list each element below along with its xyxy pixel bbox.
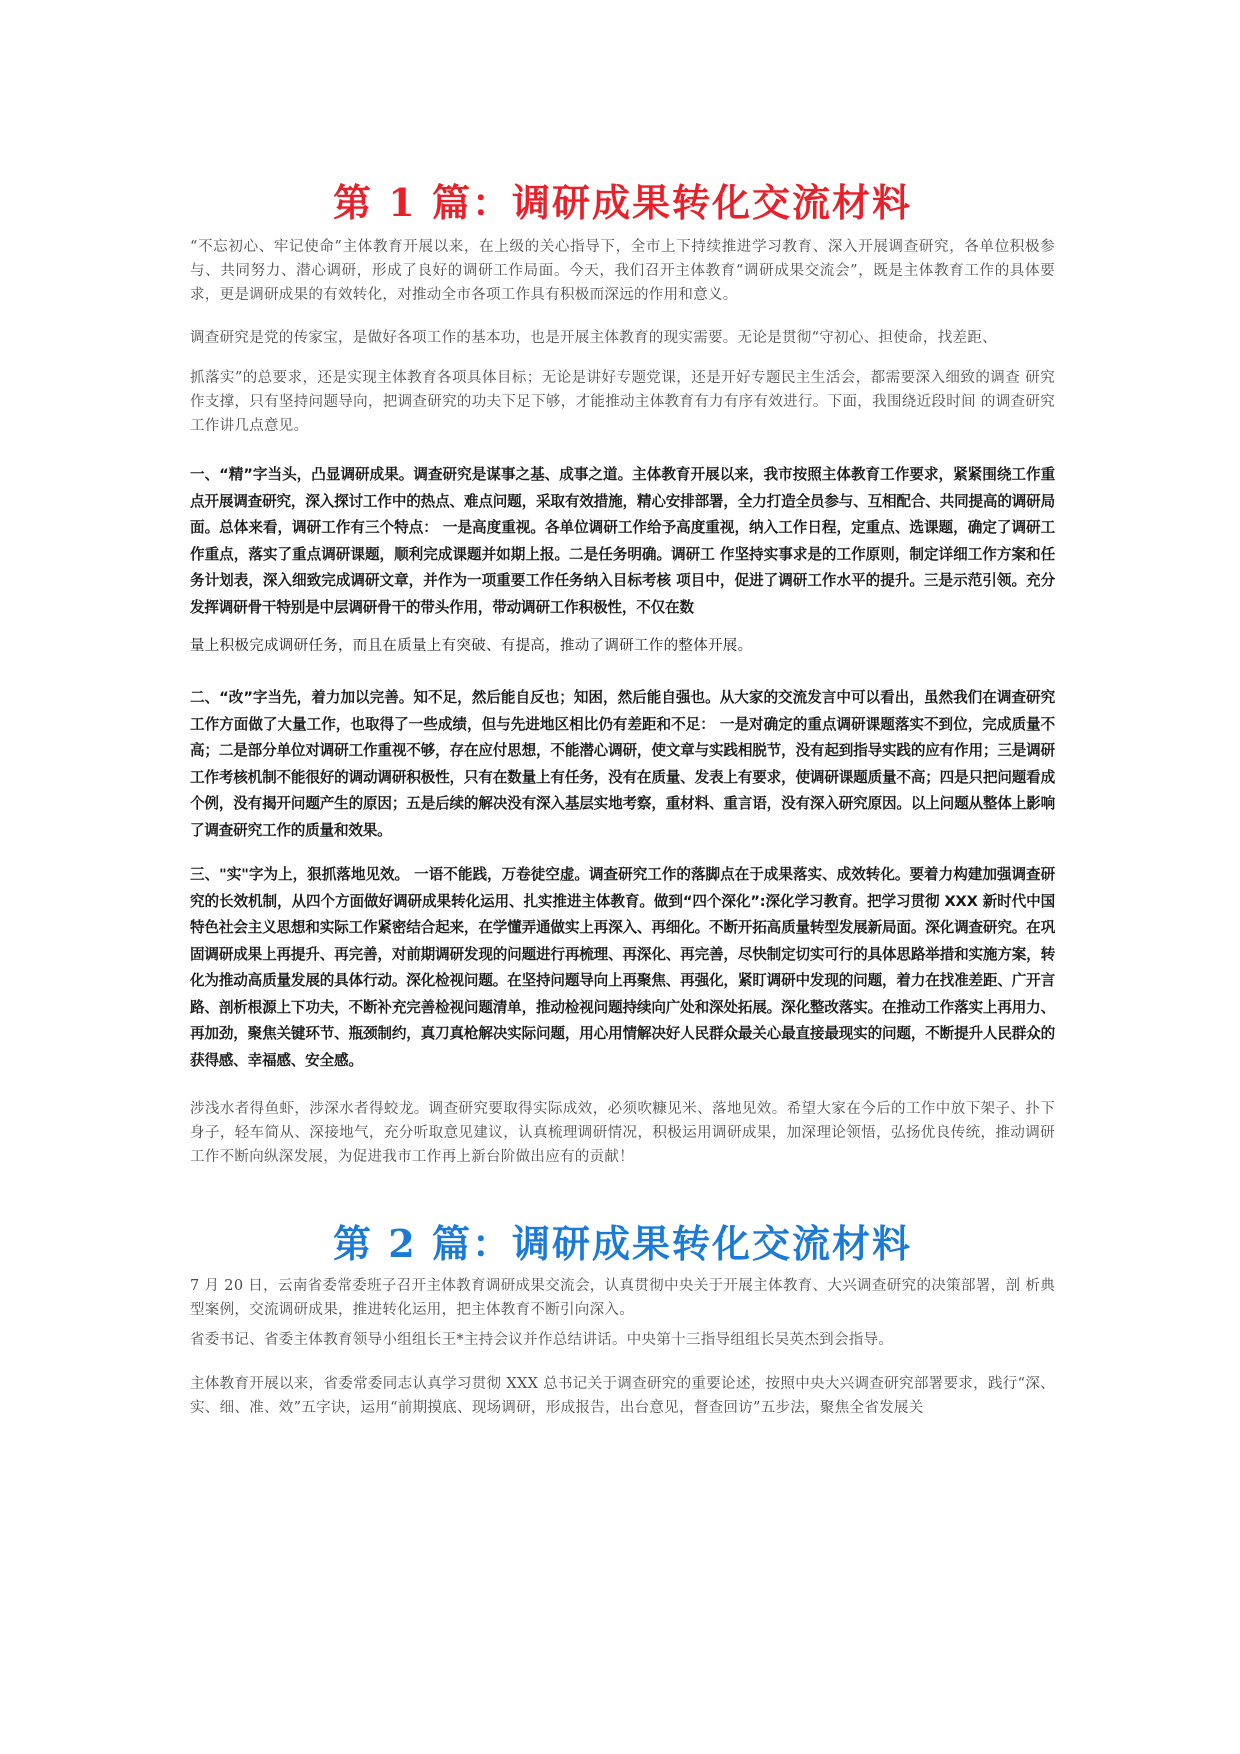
article-1-section-1: 一、“精”字当头，凸显调研成果。调查研究是谋事之基、成事之道。主体教育开展以来，我市按照主体教育工作要求，紧紧围绕工作重点开展调查研究，深入探讨工作中的热点、难点问题，采取有效措施，精心安排部署，全力打造全员参与、互相配合、共同提高的调研局面。总体来看，调研工作有三个特点： 一是高度重视。各单位调研工作给予高度重视，纳入工作日程，定重点、选课题，确定了调研工作重点，落实了重点调研课题，顺利完成课题并如期上报。二是任务明确。调研工 作坚持实事求是的工作原则，制定详细工作方案和任务计划表，深入细致完成调研文章，并作为一项重要工作任务纳入目标考核 项目中，促进了调研工作水平的提升。三是示范引领。充分发挥调研骨干特别是中层调研骨干的带头作用，带动调研工作积极性，不仅在数 xyxy=(190,466,1055,616)
article-1-paragraph-3: 抓落实”的总要求，还是实现主体教育各项具体目标；无论是讲好专题党课，还是开好专题民主生活会，都需要深入细致的调查 研究作支撑，只有坚持问题导向，把调查研究的功夫下足下够，才能推动主体教育有力有序有效进行。下面，我围绕近段时间 的调查研究工作讲几点意见。 xyxy=(190,370,1055,434)
article-1-closing-paragraph: 涉浅水者得鱼虾，涉深水者得蛟龙。调查研究要取得实际成效，必须吹糠见米、落地见效。希望大家在今后的工作中放下架子、扑下身子，轻车简从、深接地气，充分听取意见建议，认真梳理调研情况，积极运用调研成果，加深理论领悟，弘扬优良传统，推动调研工作不断向纵深发展，为促进我市工作再上新台阶做出应有的贡献！ xyxy=(190,1101,1055,1165)
article-1-paragraph-5: 量上积极完成调研任务，而且在质量上有突破、有提高，推动了调研工作的整体开展。 xyxy=(190,638,753,654)
article-1-section-2: 二、“改”字当先，着力加以完善。知不足，然后能自反也；知困，然后能自强也。从大家的交流发言中可以看出，虽然我们在调查研究工作方面做了大量工作，也取得了一些成绩，但与先进地区相比仍有差距和不足： 一是对确定的重点调研课题落实不到位，完成质量不高；二是部分单位对调研工作重视不够，存在应付思想，不能潜心调研，使文章与实践相脱节，没有起到指导实践的应有作用；三是调研工作考核机制不能很好的调动调研积极性，只有在数量上有任务，没有在质量、发表上有要求，使调研课题质量不高；四是只把问题看成个例，没有揭开问题产生的原因；五是后续的解决没有深入基层实地考察，重材料、重言语，没有深入研究原因。以上问题从整体上影响了调查研究工作的质量和效果。 xyxy=(190,689,1055,839)
article-1-paragraph-1: “不忘初心、牢记使命”主体教育开展以来，在上级的关心指导下，全市上下持续推进学习教育、深入开展调查研究，各单位积极参与、共同努力、潜心调研，形成了良好的调研工作局面。今天，我们召开主体教育“调研成果交流会”，既是主体教育工作的具体要求，更是调研成果的有效转化，对推动全市各项工作具有积极而深远的作用和意义。 xyxy=(190,239,1055,303)
article-1-section-3: 三、"实"字为上，狠抓落地见效。 一语不能践，万卷徒空虚。调查研究工作的落脚点在于成果落实、成效转化。要着力构建加强调查研究的长效机制，从四个方面做好调研成果转化运用、扎实推进主体教育。做到“四个深化”:深化学习教育。把学习贯彻 XXX 新时代中国特色社会主义思想和实际工作紧密结合起来，在学懂弄通做实上再深入、再细化。不断开拓高质量转型发展新局面。深化调查研究。在巩固调研成果上再提升、再完善，对前期调研发现的问题进行再梳理、再深化、再完善，尽快制定切实可行的具体思路举措和实施方案，转化为推动高质量发展的具体行动。深化检视问题。在坚持问题导向上再聚焦、再强化，紧盯调研中发现的问题，着力在找准差距、广开言路、剖析根源上下功夫，不断补充完善检视问题清单，推动检视问题持续向广处和深处拓展。深化整改落实。在推动工作落实上再用力、再加劲，聚焦关键环节、瓶颈制约，真刀真枪解决实际问题，用心用情解决好人民群众最关心最直接最现实的问题，不断提升人民群众的获得感、幸福感、安全感。 xyxy=(190,866,1055,1069)
article-2-paragraph-2: 省委书记、省委主体教育领导小组组长王*主持会议并作总结讲话。中央第十三指导组组长吴英杰到会指导。 xyxy=(190,1332,894,1348)
article-2-paragraph-3: 主体教育开展以来，省委常委同志认真学习贯彻 XXX 总书记关于调查研究的重要论述，按照中央大兴调查研究部署要求，践行“深、实、细、准、效”五字诀，运用“前期摸底、现场调研，形成报告，出台意见，督查回访”五步法，聚焦全省发展关 xyxy=(190,1376,1055,1416)
article-1-paragraph-2: 调查研究是党的传家宝，是做好各项工作的基本功，也是开展主体教育的现实需要。无论是贯彻“守初心、担使命，找差距、 xyxy=(190,330,997,346)
article-1-title: 第 1 篇：调研成果转化交流材料 xyxy=(333,180,912,225)
article-2-title: 第 2 篇：调研成果转化交流材料 xyxy=(333,1221,912,1266)
article-2-paragraph-1: 7 月 20 日，云南省委常委班子召开主体教育调研成果交流会，认真贯彻中央关于开展主体教育、大兴调查研究的决策部署，剖 析典型案例，交流调研成果，推进转化运用，把主体教育不断引向深入。 xyxy=(190,1278,1055,1318)
